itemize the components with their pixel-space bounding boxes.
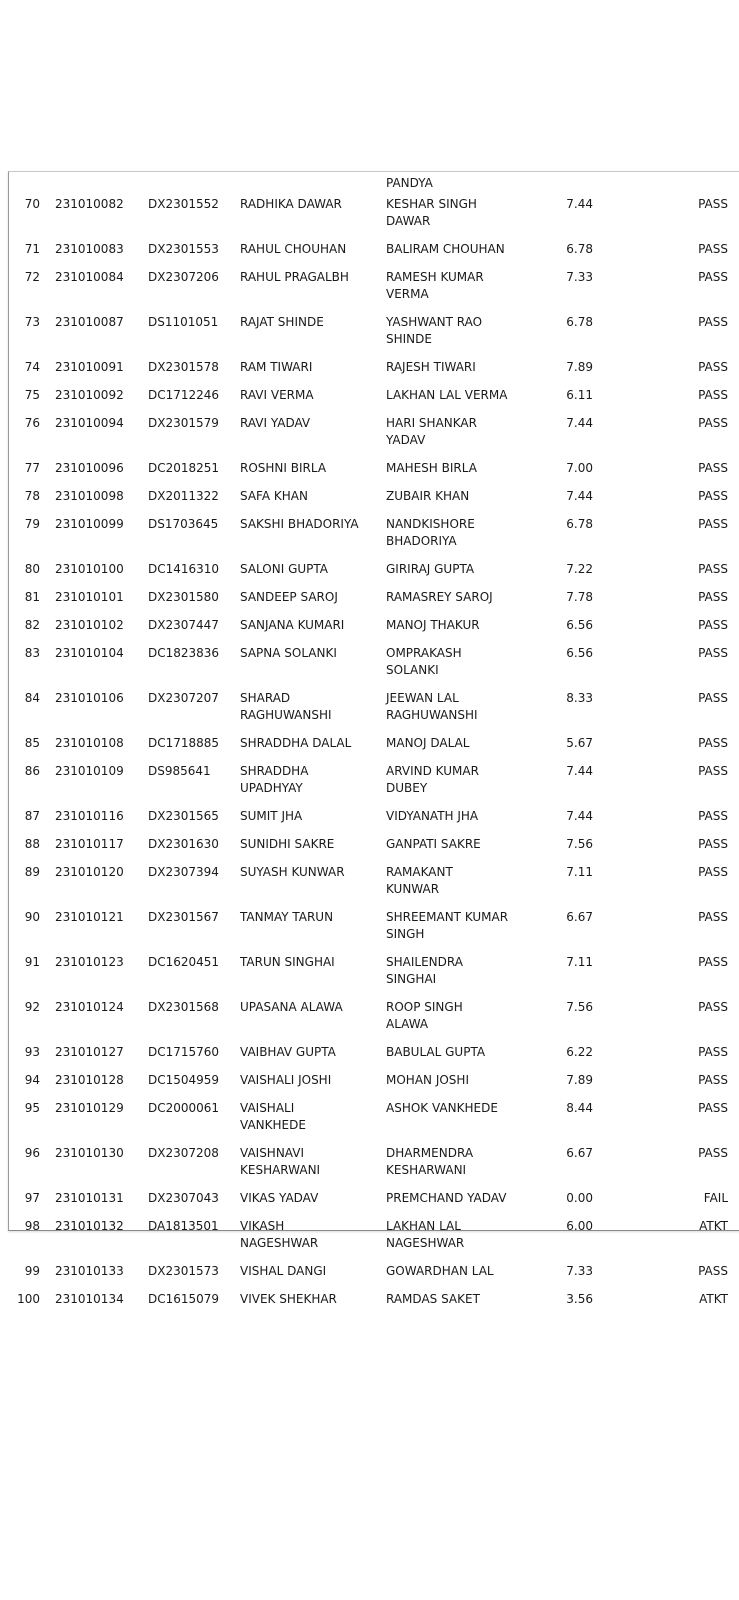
father-name: MANOJ THAKUR — [386, 618, 480, 632]
father-name: ZUBAIR KHAN — [386, 489, 470, 503]
sgpa-value: 6.78 — [566, 315, 593, 329]
roll-number: DX2307206 — [148, 270, 219, 284]
enrollment-number: 231010133 — [55, 1264, 124, 1278]
enrollment-number: 231010127 — [55, 1045, 124, 1059]
roll-number: DC1504959 — [148, 1073, 220, 1087]
roll-number: DS1101051 — [148, 315, 219, 329]
serial-number: 78 — [24, 489, 40, 503]
serial-number: 80 — [24, 562, 40, 576]
roll-number: DX2301567 — [148, 910, 219, 924]
student-name: VIVEK SHEKHAR — [240, 1292, 337, 1306]
father-name-line-2: RAGHUWANSHI — [386, 708, 478, 722]
father-name: RAMDAS SAKET — [386, 1292, 480, 1306]
enrollment-number: 231010083 — [55, 242, 124, 256]
sgpa-value: 7.33 — [566, 1264, 593, 1278]
student-name-line-2: RAGHUWANSHI — [240, 708, 332, 722]
sgpa-value: 6.67 — [566, 910, 593, 924]
result-status: FAIL — [703, 1191, 728, 1205]
roll-number: DC1615079 — [148, 1292, 220, 1306]
student-name: SAKSHI BHADORIYA — [240, 517, 359, 531]
roll-number: DC1718885 — [148, 736, 220, 750]
result-status: PASS — [698, 315, 728, 329]
father-name-line-2: SHINDE — [386, 332, 432, 346]
serial-number: 94 — [24, 1073, 40, 1087]
father-name-line-1: ROOP SINGH — [386, 1000, 463, 1014]
serial-number: 82 — [24, 618, 40, 632]
result-status: PASS — [698, 1264, 728, 1278]
result-status: PASS — [698, 910, 728, 924]
sgpa-value: 7.22 — [566, 562, 593, 576]
serial-number: 83 — [24, 646, 40, 660]
enrollment-number: 231010121 — [55, 910, 124, 924]
sgpa-value: 6.22 — [566, 1045, 593, 1059]
result-status: PASS — [698, 197, 728, 211]
result-status: PASS — [698, 489, 728, 503]
father-name: MANOJ DALAL — [386, 736, 470, 750]
sgpa-value: 8.33 — [566, 691, 593, 705]
result-status: PASS — [698, 1101, 728, 1115]
enrollment-number: 231010109 — [55, 764, 124, 778]
sgpa-value: 6.78 — [566, 242, 593, 256]
father-name-line-1: RAMAKANT — [386, 865, 453, 879]
serial-number: 95 — [24, 1101, 40, 1115]
serial-number: 92 — [24, 1000, 40, 1014]
sgpa-value: 6.11 — [566, 388, 593, 402]
enrollment-number: 231010092 — [55, 388, 124, 402]
roll-number: DC1620451 — [148, 955, 220, 969]
student-name: VIKAS YADAV — [240, 1191, 319, 1205]
father-name: RAJESH TIWARI — [386, 360, 476, 374]
father-name-line-1: JEEWAN LAL — [386, 691, 459, 705]
serial-number: 89 — [24, 865, 40, 879]
roll-number: DS985641 — [148, 764, 211, 778]
serial-number: 91 — [24, 955, 40, 969]
student-name: VISHAL DANGI — [240, 1264, 327, 1278]
father-name-line-1: SHAILENDRA — [386, 955, 463, 969]
enrollment-number: 231010130 — [55, 1146, 124, 1160]
father-name-line-2: SINGH — [386, 927, 425, 941]
sgpa-value: 6.78 — [566, 517, 593, 531]
enrollment-number: 231010101 — [55, 590, 124, 604]
student-name-line-1: SHARAD — [240, 691, 291, 705]
sgpa-value: 6.00 — [566, 1219, 593, 1233]
sgpa-value: 7.56 — [566, 837, 593, 851]
result-status: PASS — [698, 388, 728, 402]
sgpa-value: 7.78 — [566, 590, 593, 604]
father-name: BALIRAM CHOUHAN — [386, 242, 505, 256]
roll-number: DX2307043 — [148, 1191, 219, 1205]
serial-number: 93 — [24, 1045, 40, 1059]
serial-number: 71 — [24, 242, 40, 256]
student-name-line-1: VAISHALI — [240, 1101, 295, 1115]
father-name-line-1: OMPRAKASH — [386, 646, 462, 660]
roll-number: DS1703645 — [148, 517, 219, 531]
student-name: SAPNA SOLANKI — [240, 646, 337, 660]
continued-father-name: PANDYA — [386, 176, 433, 190]
student-name: RAVI VERMA — [240, 388, 314, 402]
student-name: SALONI GUPTA — [240, 562, 329, 576]
result-status: PASS — [698, 517, 728, 531]
student-name: RAHUL PRAGALBH — [240, 270, 349, 284]
father-name-line-1: HARI SHANKAR — [386, 416, 477, 430]
sgpa-value: 7.44 — [566, 489, 593, 503]
roll-number: DX2307207 — [148, 691, 219, 705]
enrollment-number: 231010084 — [55, 270, 124, 284]
enrollment-number: 231010132 — [55, 1219, 124, 1233]
roll-number: DX2301568 — [148, 1000, 219, 1014]
enrollment-number: 231010106 — [55, 691, 124, 705]
enrollment-number: 231010098 — [55, 489, 124, 503]
father-name-line-1: NANDKISHORE — [386, 517, 475, 531]
serial-number: 70 — [24, 197, 40, 211]
father-name: PREMCHAND YADAV — [386, 1191, 507, 1205]
roll-number: DX2301630 — [148, 837, 219, 851]
result-status: PASS — [698, 590, 728, 604]
result-status: PASS — [698, 1045, 728, 1059]
student-name: ROSHNI BIRLA — [240, 461, 327, 475]
student-name: SANJANA KUMARI — [240, 618, 345, 632]
roll-number: DX2301573 — [148, 1264, 219, 1278]
enrollment-number: 231010131 — [55, 1191, 124, 1205]
enrollment-number: 231010108 — [55, 736, 124, 750]
student-name: TANMAY TARUN — [240, 910, 334, 924]
student-name: VAIBHAV GUPTA — [240, 1045, 336, 1059]
father-name-line-2: SINGHAI — [386, 972, 437, 986]
father-name-line-2: SOLANKI — [386, 663, 439, 677]
student-name: VAISHALI JOSHI — [240, 1073, 332, 1087]
father-name-line-2: DAWAR — [386, 214, 431, 228]
serial-number: 81 — [24, 590, 40, 604]
sgpa-value: 7.44 — [566, 197, 593, 211]
father-name-line-2: ALAWA — [386, 1017, 429, 1031]
enrollment-number: 231010129 — [55, 1101, 124, 1115]
roll-number: DX2301579 — [148, 416, 219, 430]
result-status: PASS — [698, 416, 728, 430]
enrollment-number: 231010099 — [55, 517, 124, 531]
father-name-line-2: VERMA — [386, 287, 429, 301]
result-status: ATKT — [699, 1292, 728, 1306]
student-name: UPASANA ALAWA — [240, 1000, 343, 1014]
roll-number: DX2301565 — [148, 809, 219, 823]
sgpa-value: 7.44 — [566, 764, 593, 778]
result-status: PASS — [698, 360, 728, 374]
student-name: SAFA KHAN — [240, 489, 308, 503]
roll-number: DC1823836 — [148, 646, 220, 660]
serial-number: 72 — [24, 270, 40, 284]
serial-number: 87 — [24, 809, 40, 823]
enrollment-number: 231010123 — [55, 955, 124, 969]
enrollment-number: 231010116 — [55, 809, 124, 823]
student-name: RAHUL CHOUHAN — [240, 242, 347, 256]
enrollment-number: 231010117 — [55, 837, 124, 851]
sgpa-value: 0.00 — [566, 1191, 593, 1205]
enrollment-number: 231010082 — [55, 197, 124, 211]
roll-number: DC2000061 — [148, 1101, 220, 1115]
student-name-line-2: VANKHEDE — [240, 1118, 306, 1132]
result-status: PASS — [698, 1073, 728, 1087]
enrollment-number: 231010134 — [55, 1292, 124, 1306]
enrollment-number: 231010104 — [55, 646, 124, 660]
father-name: BABULAL GUPTA — [386, 1045, 486, 1059]
student-name-line-2: NAGESHWAR — [240, 1236, 319, 1250]
student-name-line-1: VIKASH — [240, 1219, 285, 1233]
enrollment-number: 231010096 — [55, 461, 124, 475]
student-name: SANDEEP SAROJ — [240, 590, 338, 604]
sgpa-value: 6.67 — [566, 1146, 593, 1160]
result-status: PASS — [698, 764, 728, 778]
student-name: RAJAT SHINDE — [240, 315, 324, 329]
father-name-line-1: SHREEMANT KUMAR — [386, 910, 509, 924]
result-status: PASS — [698, 691, 728, 705]
student-name: TARUN SINGHAI — [240, 955, 335, 969]
sgpa-value: 7.11 — [566, 865, 593, 879]
student-name: SUYASH KUNWAR — [240, 865, 345, 879]
sgpa-value: 7.44 — [566, 416, 593, 430]
result-status: PASS — [698, 618, 728, 632]
result-status: PASS — [698, 1146, 728, 1160]
enrollment-number: 231010094 — [55, 416, 124, 430]
father-name-line-1: KESHAR SINGH — [386, 197, 477, 211]
sgpa-value: 7.44 — [566, 809, 593, 823]
result-status: PASS — [698, 461, 728, 475]
sgpa-value: 7.11 — [566, 955, 593, 969]
student-name-line-2: UPADHYAY — [240, 781, 303, 795]
roll-number: DA1813501 — [148, 1219, 219, 1233]
sgpa-value: 5.67 — [566, 736, 593, 750]
serial-number: 97 — [24, 1191, 40, 1205]
serial-number: 100 — [17, 1292, 40, 1306]
student-name-line-2: KESHARWANI — [240, 1163, 321, 1177]
roll-number: DX2301578 — [148, 360, 219, 374]
student-name: SUMIT JHA — [240, 809, 303, 823]
serial-number: 99 — [24, 1264, 40, 1278]
student-name: RAM TIWARI — [240, 360, 313, 374]
roll-number: DC1712246 — [148, 388, 220, 402]
serial-number: 73 — [24, 315, 40, 329]
serial-number: 74 — [24, 360, 40, 374]
serial-number: 88 — [24, 837, 40, 851]
serial-number: 90 — [24, 910, 40, 924]
result-status: PASS — [698, 837, 728, 851]
serial-number: 77 — [24, 461, 40, 475]
roll-number: DX2301552 — [148, 197, 219, 211]
serial-number: 85 — [24, 736, 40, 750]
serial-number: 84 — [24, 691, 40, 705]
sgpa-value: 3.56 — [566, 1292, 593, 1306]
roll-number: DX2011322 — [148, 489, 219, 503]
father-name-line-2: KESHARWANI — [386, 1163, 467, 1177]
roll-number: DC1715760 — [148, 1045, 220, 1059]
sgpa-value: 8.44 — [566, 1101, 593, 1115]
father-name-line-1: DHARMENDRA — [386, 1146, 474, 1160]
student-name-line-1: SHRADDHA — [240, 764, 309, 778]
father-name-line-2: KUNWAR — [386, 882, 440, 896]
father-name-line-1: LAKHAN LAL — [386, 1219, 461, 1233]
sgpa-value: 7.89 — [566, 360, 593, 374]
roll-number: DX2301553 — [148, 242, 219, 256]
enrollment-number: 231010120 — [55, 865, 124, 879]
father-name: LAKHAN LAL VERMA — [386, 388, 508, 402]
father-name-line-1: YASHWANT RAO — [386, 315, 483, 329]
result-status: ATKT — [699, 1219, 728, 1233]
father-name-line-1: RAMESH KUMAR — [386, 270, 484, 284]
sgpa-value: 7.00 — [566, 461, 593, 475]
result-status: PASS — [698, 1000, 728, 1014]
roll-number: DC1416310 — [148, 562, 220, 576]
enrollment-number: 231010087 — [55, 315, 124, 329]
enrollment-number: 231010100 — [55, 562, 124, 576]
result-status: PASS — [698, 809, 728, 823]
enrollment-number: 231010091 — [55, 360, 124, 374]
sgpa-value: 6.56 — [566, 646, 593, 660]
father-name-line-2: NAGESHWAR — [386, 1236, 465, 1250]
father-name: RAMASREY SAROJ — [386, 590, 493, 604]
result-status: PASS — [698, 865, 728, 879]
result-status: PASS — [698, 646, 728, 660]
father-name: VIDYANATH JHA — [386, 809, 479, 823]
roll-number: DX2307447 — [148, 618, 219, 632]
serial-number: 86 — [24, 764, 40, 778]
result-sheet-table — [8, 171, 739, 1306]
father-name: GANPATI SAKRE — [386, 837, 481, 851]
father-name: ASHOK VANKHEDE — [386, 1101, 498, 1115]
roll-number: DX2307394 — [148, 865, 219, 879]
result-status: PASS — [698, 736, 728, 750]
student-name: RAVI YADAV — [240, 416, 311, 430]
result-status: PASS — [698, 562, 728, 576]
student-name: RADHIKA DAWAR — [240, 197, 342, 211]
father-name: GIRIRAJ GUPTA — [386, 562, 475, 576]
enrollment-number: 231010102 — [55, 618, 124, 632]
result-status: PASS — [698, 242, 728, 256]
serial-number: 96 — [24, 1146, 40, 1160]
serial-number: 76 — [24, 416, 40, 430]
result-status: PASS — [698, 270, 728, 284]
roll-number: DX2307208 — [148, 1146, 219, 1160]
serial-number: 75 — [24, 388, 40, 402]
result-status: PASS — [698, 955, 728, 969]
sgpa-value: 6.56 — [566, 618, 593, 632]
sgpa-value: 7.56 — [566, 1000, 593, 1014]
roll-number: DC2018251 — [148, 461, 220, 475]
father-name: MOHAN JOSHI — [386, 1073, 469, 1087]
roll-number: DX2301580 — [148, 590, 219, 604]
father-name-line-1: ARVIND KUMAR — [386, 764, 479, 778]
father-name: GOWARDHAN LAL — [386, 1264, 494, 1278]
father-name: MAHESH BIRLA — [386, 461, 477, 475]
sgpa-value: 7.33 — [566, 270, 593, 284]
student-name: SHRADDHA DALAL — [240, 736, 352, 750]
father-name-line-2: BHADORIYA — [386, 534, 457, 548]
sgpa-value: 7.89 — [566, 1073, 593, 1087]
father-name-line-2: YADAV — [386, 433, 426, 447]
father-name-line-2: DUBEY — [386, 781, 428, 795]
enrollment-number: 231010124 — [55, 1000, 124, 1014]
enrollment-number: 231010128 — [55, 1073, 124, 1087]
student-name: SUNIDHI SAKRE — [240, 837, 335, 851]
student-name-line-1: VAISHNAVI — [240, 1146, 304, 1160]
serial-number: 79 — [24, 517, 40, 531]
serial-number: 98 — [24, 1219, 40, 1233]
